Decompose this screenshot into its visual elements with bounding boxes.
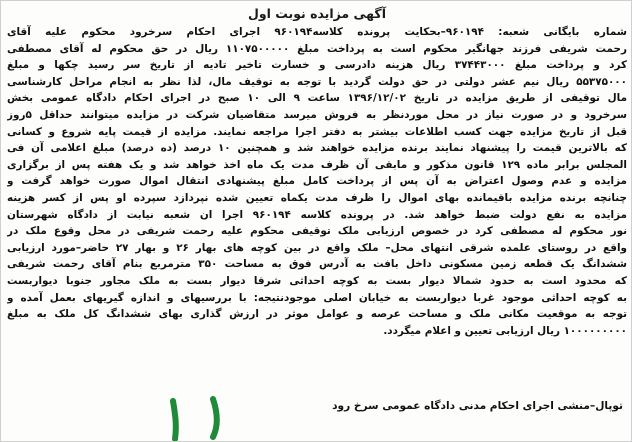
notice-body [7, 24, 627, 339]
notice-line: نور محکوم له مصطفی کرد در خصوص ارزیابی ملک توقیفی محکوم علیه رحمت شریفی در محل وقوع ملک در [7, 225, 627, 238]
notice-line: المجلس برابر ماده ۱۲۹ قانون مذکور و مابقی آن ظرف مدت یک ماه اخذ خواهد شد و یک هفته پس از برگزاری [7, 158, 627, 171]
notice-line: واقع در روستای علمده شرقی انتهای محل– ملک واقع در بین کوچه های بهار ۲۶ و بهار ۲۷ حاضر–مورد ارزیابی [7, 241, 627, 254]
notice-line: شماره بایگانی شعبه: ۹۶۰۱۹۴–بحکایت پرونده کلاسه۹۶۰۱۹۴ اجرای احکام سرخرود محکوم علیه آقای [7, 26, 627, 38]
notice-line: ششدانگ یک قطعه زمین مسکونی داخل بافت به آدرس فوق به مساحت ۳۵۰ مترمربع بنام آقای رحمت شریفی [7, 258, 627, 271]
notice-line: که محدود است به حدود شمالا دیوار بست به کوچه احداثی شرقا دیوار بست به ملک مجاور جنوبا دیواربست [7, 274, 627, 287]
notice-line: رحمت شریفی فرزند جهانگیر محکوم است به پرداخت مبلغ ۱۱۰۷۵۰۰۰۰۰ ریال در حق محکوم له آقای مصطفی [7, 42, 627, 55]
notice-line: توجه به موقعیت مکانی ملک و مساحت عرصه و عوامل موثر در ارزش گذاری بهای ششدانگ کل ملک به مبلغ [7, 308, 627, 321]
notice-line: ۱۰۰۰۰۰۰۰۰۰ ریال ارزیابی تعیین و اعلام میگردد. [383, 324, 627, 337]
notice-line: مزایده و عدم وصول اعتراض به آن پس از پرداخت کامل مبلغ پیشنهادی انتقال اموال صورت خواهد گرفت و [7, 175, 627, 188]
notice-line: قبل از تاریخ مزایده جهت کسب اطلاعات بیشتر به دفتر اجرا مراجعه نمایند. مزایده از قیمت پایه شروع و کسانی [7, 125, 627, 138]
notice-line: که بالاترین قیمت را پیشنهاد نمایند برنده مزایده خواهند شد و همچنین ۱۰ درصد (ده درصد) مبلغ اعلامی آن فی [7, 142, 627, 155]
notice-title: آگهی مزایده نوبت اول [248, 6, 386, 21]
notice-line: سرخرود و در صورت نیاز در محل موردنظر به فروش میرسد متقاضیان شرکت در مزایده میتوانند حداقل ۵روز [7, 108, 627, 121]
notice-line: ۵۵۳۷۵۰۰۰ ریال نیم عشر دولتی در حق دولت گردید با توجه به توقیف مال، لذا نظر به انجام مراحل کارشناسی [7, 75, 627, 88]
notice-line: به کوچه احداثی موجود غربا دیواربست به خیابان اصلی موجودنتیجه: با بررسیهای و اندازه گیریهای بعمل آمده و [7, 291, 627, 304]
notice-line: مال توقیفی از طریق مزایده در تاریخ ۱۳۹۶/۱۲/۰۲ ساعت ۹ الی ۱۰ صبح در اجرای احکام دادگاه عمومی بخش [7, 92, 627, 105]
notice-signature: توپال–منشی اجرای احکام مدنی دادگاه عمومی سرخ رود [332, 400, 623, 412]
handwritten-mark [151, 393, 241, 441]
notice-line: چنانچه برنده مزایده باقیمانده بهای اموال را ظرف مدت یکماه تعیین شده نپردازد سپرده او پس از کسر هزینه [7, 191, 627, 204]
notice-line: کرد و پرداخت مبلغ ۳۷۴۴۳۰۰۰ ریال هزینه دادرسی و خسارت تاخیر تادیه از تاریخ سر رسید چکها و مبلغ [7, 59, 627, 72]
notice-line: مزایده به نفع دولت ضبط خواهد شد. در پرونده کلاسه ۹۶۰۱۹۴ اجرا ان شعبه نیابت از دادگاه شهرستان [7, 208, 627, 221]
